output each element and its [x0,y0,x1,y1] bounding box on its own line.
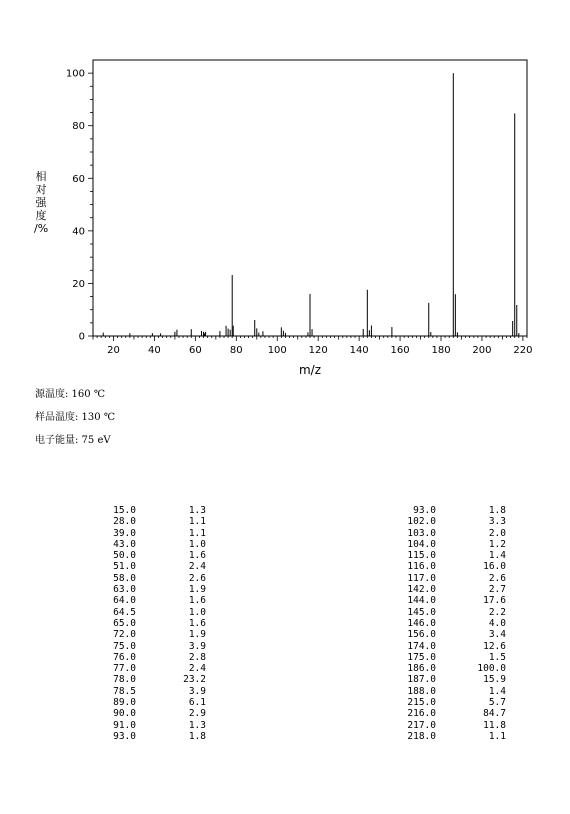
table-row [96,528,206,539]
intensity-cell: 2.9 [188,708,206,720]
mz-cell: 218.0 [407,730,436,742]
intensity-cell: 17.6 [483,595,506,607]
table-row [396,641,506,652]
table-row [96,561,206,572]
x-tick-label: 60 [188,345,202,356]
intensity-cell: 3.9 [188,685,206,697]
table-row [96,720,206,731]
intensity-cell: 3.9 [188,640,206,652]
table-row [96,629,206,640]
table-row [96,539,206,550]
intensity-cell: 2.4 [188,561,206,573]
table-row [96,697,206,708]
y-tick-label: 0 [78,331,85,343]
mz-cell: 93.0 [113,730,136,742]
intensity-cell: 100.0 [477,663,506,675]
x-tick-label: 160 [390,345,410,356]
intensity-cell: 4.0 [488,617,506,629]
x-tick-label: 180 [431,345,451,356]
mz-cell: 103.0 [407,527,436,539]
mz-cell: 89.0 [113,697,136,709]
intensity-cell: 1.0 [188,606,206,618]
mz-cell: 15.0 [113,505,136,516]
table-row [96,708,206,719]
mz-cell: 145.0 [407,606,436,618]
intensity-cell: 16.0 [483,561,506,573]
intensity-cell: 1.1 [488,730,506,742]
mz-cell: 142.0 [407,584,436,596]
y-tick-label: 40 [72,226,85,238]
intensity-cell: 2.4 [188,663,206,675]
mz-cell: 217.0 [407,719,436,731]
mz-cell: 93.0 [413,505,436,516]
table-row [96,595,206,606]
intensity-cell: 2.6 [188,572,206,584]
y-axis-label-char: 强 [35,196,47,209]
y-axis-label-char: 度 [35,209,47,222]
intensity-cell: 1.4 [488,685,506,697]
x-tick-label: 20 [107,345,120,356]
table-row [96,618,206,629]
table-row [96,505,206,516]
mz-cell: 64.5 [113,606,136,618]
condition-label: 电子能量: [35,435,79,446]
table-row [396,539,506,550]
intensity-cell: 1.3 [188,719,206,731]
y-tick-label: 20 [72,278,85,290]
intensity-cell: 3.3 [488,516,506,528]
intensity-cell: 1.4 [488,550,506,562]
peak-table-left [96,505,206,742]
mz-cell: 75.0 [113,640,136,652]
mz-cell: 188.0 [407,685,436,697]
y-axis-label-char: 对 [35,183,47,196]
table-row [396,550,506,561]
x-tick-label: 200 [472,345,492,356]
condition-value: 130 ℃ [78,412,116,423]
intensity-cell: 1.8 [188,730,206,742]
x-tick-label: 100 [267,345,287,356]
spectrum-peaks [103,73,519,336]
y-tick-label: 80 [72,121,85,133]
table-row [96,663,206,674]
mz-cell: 187.0 [407,674,436,686]
mz-cell: 50.0 [113,550,136,562]
intensity-cell: 15.9 [483,674,506,686]
table-row [396,720,506,731]
condition-label: 源温度: [35,389,69,400]
intensity-cell: 84.7 [483,708,506,720]
table-row [396,652,506,663]
intensity-cell: 6.1 [188,697,206,709]
mz-cell: 117.0 [407,572,436,584]
intensity-cell: 1.1 [188,516,206,528]
mz-cell: 156.0 [407,629,436,641]
table-row [396,584,506,595]
condition-line [35,431,111,446]
table-row [396,686,506,697]
table-row [396,607,506,618]
table-row [396,708,506,719]
table-row [396,573,506,584]
mz-cell: 72.0 [113,629,136,641]
table-row [96,731,206,742]
mz-cell: 64.0 [113,595,136,607]
intensity-cell: 1.9 [188,584,206,596]
x-axis-ticks [93,336,532,356]
table-row [96,686,206,697]
table-row [396,663,506,674]
x-tick-label: 80 [229,345,243,356]
mz-cell: 51.0 [113,561,136,573]
x-tick-label: 40 [148,345,161,356]
table-row [396,629,506,640]
mz-cell: 102.0 [407,516,436,528]
intensity-cell: 23.2 [183,674,206,686]
mz-cell: 90.0 [113,708,136,720]
y-axis-ticks [66,69,93,343]
mz-cell: 175.0 [407,651,436,663]
y-tick-label: 60 [72,173,85,185]
table-row [96,584,206,595]
mz-cell: 174.0 [407,640,436,652]
x-axis-label: m/z [298,363,322,377]
table-row [396,697,506,708]
condition-line [35,408,115,423]
x-tick-label: 220 [513,345,533,356]
mz-cell: 78.0 [113,674,136,686]
y-axis-label [34,170,48,235]
table-row [396,516,506,527]
mz-cell: 146.0 [407,617,436,629]
condition-value: 160 ℃ [68,389,106,400]
table-row [96,516,206,527]
intensity-cell: 3.4 [488,629,506,641]
mz-cell: 58.0 [113,572,136,584]
intensity-cell: 1.3 [188,505,206,516]
mass-spectrum-chart [0,0,570,380]
table-row [96,641,206,652]
mz-cell: 144.0 [407,595,436,607]
condition-label: 样品温度: [35,412,79,423]
mz-cell: 43.0 [113,538,136,550]
mz-cell: 116.0 [407,561,436,573]
intensity-cell: 1.1 [188,527,206,539]
mz-cell: 186.0 [407,663,436,675]
mz-cell: 65.0 [113,617,136,629]
intensity-cell: 1.5 [488,651,506,663]
table-row [96,652,206,663]
table-row [396,618,506,629]
table-row [396,674,506,685]
intensity-cell: 11.8 [483,719,506,731]
intensity-cell: 2.7 [488,584,506,596]
y-tick-label: 100 [65,68,85,80]
condition-value: 75 eV [78,435,111,446]
table-row [96,550,206,561]
intensity-cell: 1.6 [188,617,206,629]
mz-cell: 28.0 [113,516,136,528]
mz-cell: 91.0 [113,719,136,731]
intensity-cell: 1.9 [188,629,206,641]
mz-cell: 63.0 [113,584,136,596]
intensity-cell: 1.8 [488,505,506,516]
table-row [396,561,506,572]
table-row [396,505,506,516]
intensity-cell: 2.6 [488,572,506,584]
condition-line [35,385,105,400]
mz-cell: 76.0 [113,651,136,663]
table-row [96,674,206,685]
x-tick-label: 120 [308,345,328,356]
mz-cell: 78.5 [113,685,136,697]
intensity-cell: 5.7 [488,697,506,709]
intensity-cell: 1.0 [188,538,206,550]
table-row [396,731,506,742]
table-row [396,528,506,539]
table-row [396,595,506,606]
intensity-cell: 1.6 [188,550,206,562]
intensity-cell: 2.8 [188,651,206,663]
table-row [96,607,206,618]
y-axis-label-char: 相 [35,170,47,183]
y-axis-label-char: /% [34,222,49,235]
mz-cell: 115.0 [407,550,436,562]
mz-cell: 39.0 [113,527,136,539]
mz-cell: 215.0 [407,697,436,709]
intensity-cell: 2.2 [488,606,506,618]
table-row [96,573,206,584]
mz-cell: 216.0 [407,708,436,720]
x-tick-label: 140 [349,345,369,356]
mz-cell: 104.0 [407,538,436,550]
peak-table-right [396,505,506,742]
intensity-cell: 1.6 [188,595,206,607]
intensity-cell: 12.6 [483,640,506,652]
intensity-cell: 1.2 [488,538,506,550]
intensity-cell: 2.0 [488,527,506,539]
mz-cell: 77.0 [113,663,136,675]
